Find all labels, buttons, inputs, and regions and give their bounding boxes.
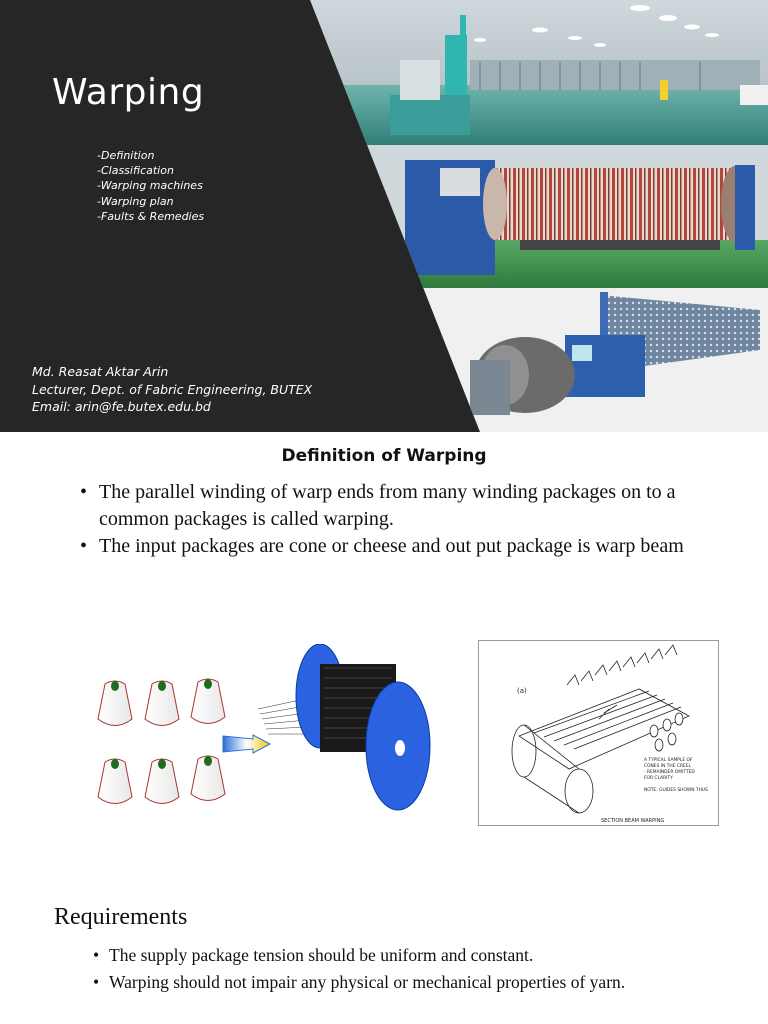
author-position: Lecturer, Dept. of Fabric Engineering, BUTEX	[32, 381, 313, 397]
schematic-drawing	[479, 641, 718, 825]
author-email: Email: arin@fe.butex.edu.bd	[32, 399, 211, 414]
diagram-note-line: - REMAINDER OMITTED	[644, 770, 695, 775]
diagram-note-line: CONES IN THE CREEL	[644, 764, 692, 769]
table-of-contents	[97, 148, 204, 224]
cone-package	[98, 679, 225, 804]
author-info	[32, 363, 312, 416]
diagram-caption: SECTION BEAM WARPING	[601, 818, 665, 824]
toc-item: -Classification	[97, 164, 174, 178]
section-beam-warping-diagram	[478, 640, 719, 826]
bullet-item: • The input packages are cone or cheese and out put package is warp beam	[80, 533, 730, 560]
bullet-item: • The parallel winding of warp ends from many winding packages on to a common packages is called warping.	[80, 479, 730, 533]
diagram-note-line: A TYPICAL SAMPLE OF	[644, 758, 693, 763]
toc-item: -Faults & Remedies	[97, 209, 205, 223]
requirement-item: • The supply package tension should be uniform and constant.	[93, 945, 673, 966]
title-slide	[0, 0, 768, 432]
author-name: Md. Reasat Aktar Arin	[32, 364, 169, 379]
cones-to-beam-diagram	[88, 644, 440, 824]
requirement-item: • Warping should not impair any physical or mechanical properties of yarn.	[93, 972, 673, 993]
diagram-note-line: FOR CLARITY	[644, 776, 673, 781]
slide-heading: Definition of Warping	[281, 446, 487, 466]
toc-item: -Definition	[97, 149, 155, 162]
definition-slide	[0, 432, 768, 1024]
arrow-icon	[223, 735, 270, 753]
requirements-list	[93, 945, 673, 999]
presentation-title: Warping	[52, 72, 205, 113]
requirements-heading: Requirements	[54, 904, 188, 930]
diagram-label-a: (a)	[517, 687, 527, 695]
diagram-note-guides: NOTE: GUIDES SHOWN THUS	[644, 788, 708, 793]
toc-item: -Warping plan	[97, 194, 174, 208]
definition-bullets	[80, 479, 730, 560]
toc-item: -Warping machines	[97, 179, 203, 193]
